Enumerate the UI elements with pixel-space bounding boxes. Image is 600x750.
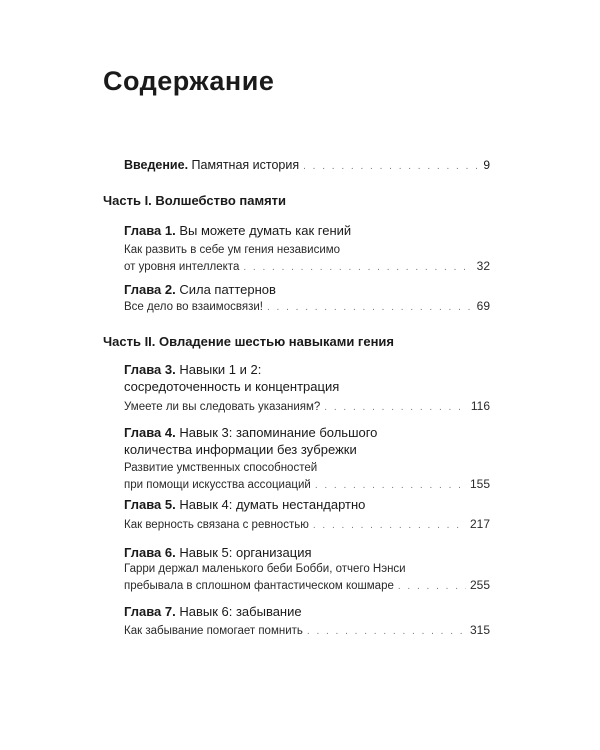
part-heading-2: Часть II. Овладение шестью навыками гения (103, 334, 395, 349)
part-heading-1: Часть I. Волшебство памяти (103, 193, 287, 208)
leader-dots (315, 478, 466, 494)
chapter-4-subtitle (124, 460, 490, 494)
chapter-title: Навык 3: запоминание большого (179, 425, 378, 440)
chapter-6-subtitle (124, 561, 490, 595)
subtitle-line: пребывала в сплошном фантастическом кошмаре (124, 580, 394, 592)
subtitle-line: от уровня интеллекта (124, 261, 240, 273)
chapter-label: Глава 3. (124, 362, 176, 377)
chapter-label: Глава 6. (124, 545, 176, 560)
chapter-label: Глава 5. (124, 497, 176, 512)
page-title: Содержание (103, 66, 275, 96)
page-number: 315 (469, 623, 490, 637)
page-number: 255 (469, 578, 490, 592)
chapter-7-subtitle (124, 622, 490, 640)
chapter-label: Глава 2. (124, 282, 176, 297)
chapter-label: Глава 7. (124, 604, 176, 619)
chapter-title-line-2: количества информации без зубрежки (124, 442, 357, 457)
chapter-title: Навыки 1 и 2: (179, 362, 262, 377)
page-number: 69 (476, 299, 490, 313)
chapter-title: Навык 6: забывание (179, 604, 302, 619)
intro-title: Памятная история (191, 158, 300, 172)
toc-entry-chapter-5[interactable] (124, 496, 365, 513)
intro-label: Введение. (124, 158, 189, 172)
toc-entry-chapter-1[interactable] (124, 222, 351, 239)
leader-dots (324, 400, 467, 416)
chapter-5-subtitle (124, 516, 490, 534)
chapter-title: Навык 4: думать нестандартно (179, 497, 366, 512)
chapter-2-subtitle (124, 298, 490, 316)
page-number: 9 (483, 158, 490, 172)
leader-dots (313, 518, 466, 534)
toc-entry-chapter-7[interactable] (124, 603, 302, 620)
chapter-title: Вы можете думать как гений (179, 223, 352, 238)
subtitle-line: Как развить в себе ум гения независимо (124, 244, 341, 256)
page-number: 116 (470, 399, 490, 413)
chapter-title: Навык 5: организация (179, 545, 312, 560)
toc-entry-chapter-6[interactable] (124, 544, 312, 561)
toc-entry-chapter-3[interactable] (124, 361, 339, 395)
toc-entry-chapter-2[interactable] (124, 281, 276, 298)
leader-dots (307, 624, 466, 640)
page-number: 32 (476, 259, 490, 273)
chapter-label: Глава 1. (124, 223, 176, 238)
toc-entry-intro[interactable] (124, 158, 490, 172)
subtitle-line: Как верность связана с ревностью (124, 519, 309, 531)
chapter-title-line-2: сосредоточенность и концентрация (124, 379, 340, 394)
subtitle-line: Развитие умственных способностей (124, 462, 318, 474)
subtitle-line: Все дело во взаимосвязи! (124, 301, 263, 313)
leader-dots (398, 579, 466, 595)
chapter-3-subtitle (124, 398, 490, 416)
leader-dots (303, 161, 479, 172)
subtitle-line: Умеете ли вы следовать указаниям? (124, 401, 321, 413)
chapter-title: Сила паттернов (179, 282, 276, 297)
page-number: 155 (469, 477, 490, 491)
leader-dots (243, 260, 472, 276)
page-number: 217 (469, 517, 490, 531)
chapter-label: Глава 4. (124, 425, 176, 440)
chapter-1-subtitle (124, 242, 490, 276)
leader-dots (267, 300, 473, 316)
subtitle-line: Как забывание помогает помнить (124, 625, 303, 637)
toc-entry-chapter-4[interactable] (124, 424, 377, 458)
subtitle-line: Гарри держал маленького беби Бобби, отчего Нэнси (124, 563, 406, 575)
subtitle-line: при помощи искусства ассоциаций (124, 479, 311, 491)
